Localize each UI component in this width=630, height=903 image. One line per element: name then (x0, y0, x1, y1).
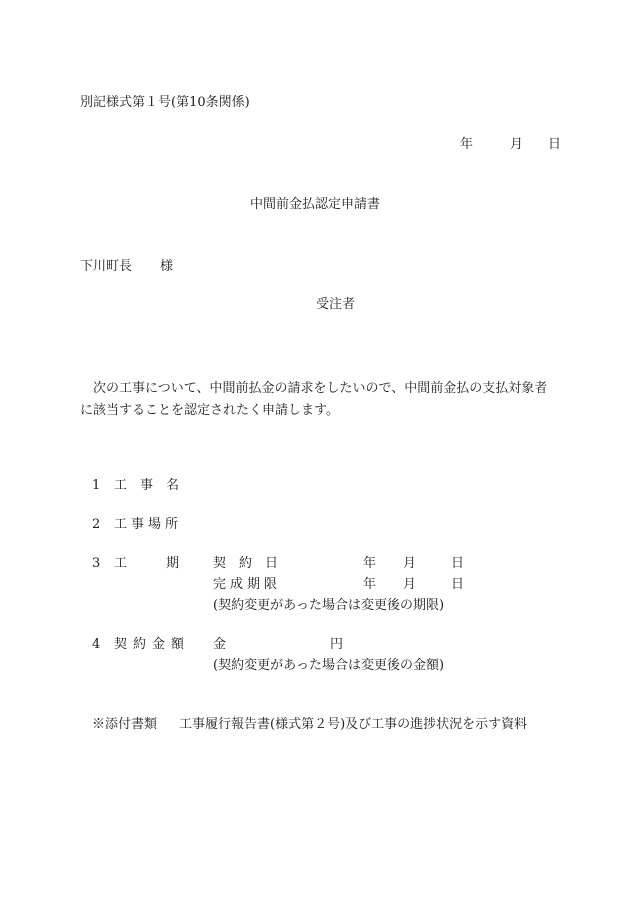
item-number: 2 (92, 517, 101, 532)
submission-date (460, 138, 561, 151)
date-month-label: 月 (510, 137, 524, 152)
applicant-label: 受注者 (316, 297, 356, 312)
item-number: 1 (92, 478, 101, 493)
request-body-text: 次の工事について、中間前払金の請求をしたいので、中間前金払の支払対象者に該当することを認定されたく申請します。 (80, 381, 548, 418)
amount-change-note: (契約変更があった場合は変更後の金額) (213, 658, 445, 673)
date-year-label: 年 (460, 137, 474, 152)
contract-date-value: 年 月 日 (363, 556, 465, 571)
item-label: 契約金額 (114, 637, 191, 652)
addressee-name: 下川町長 (80, 259, 133, 274)
attachments-line (92, 718, 527, 731)
date-day-label: 日 (548, 137, 562, 152)
attachments-content: 工事履行報告書(様式第２号)及び工事の進捗状況を示す資料 (179, 717, 528, 732)
item-label: 工事場所 (114, 517, 183, 532)
attachments-label: ※添付書類 (92, 717, 158, 732)
contract-date-label: 契 約 日 (213, 556, 279, 571)
page-title: 中間前金払認定申請書 (249, 197, 380, 212)
completion-deadline-value: 年 月 日 (363, 577, 465, 592)
completion-deadline-label: 完成期限 (213, 577, 282, 592)
item-number: 4 (92, 637, 101, 652)
amount-unit: 円 (330, 637, 344, 652)
period-change-note: (契約変更があった場合は変更後の期限) (213, 598, 445, 613)
addressee-honorific: 様 (160, 259, 174, 274)
addressee (80, 260, 173, 273)
item-label: 工 事 名 (114, 478, 180, 493)
amount-prefix: 金 (213, 637, 227, 652)
form-number: 別記様式第１号(第10条関係) (80, 95, 250, 110)
item-label: 工 期 (114, 556, 180, 571)
item-number: 3 (92, 556, 101, 571)
